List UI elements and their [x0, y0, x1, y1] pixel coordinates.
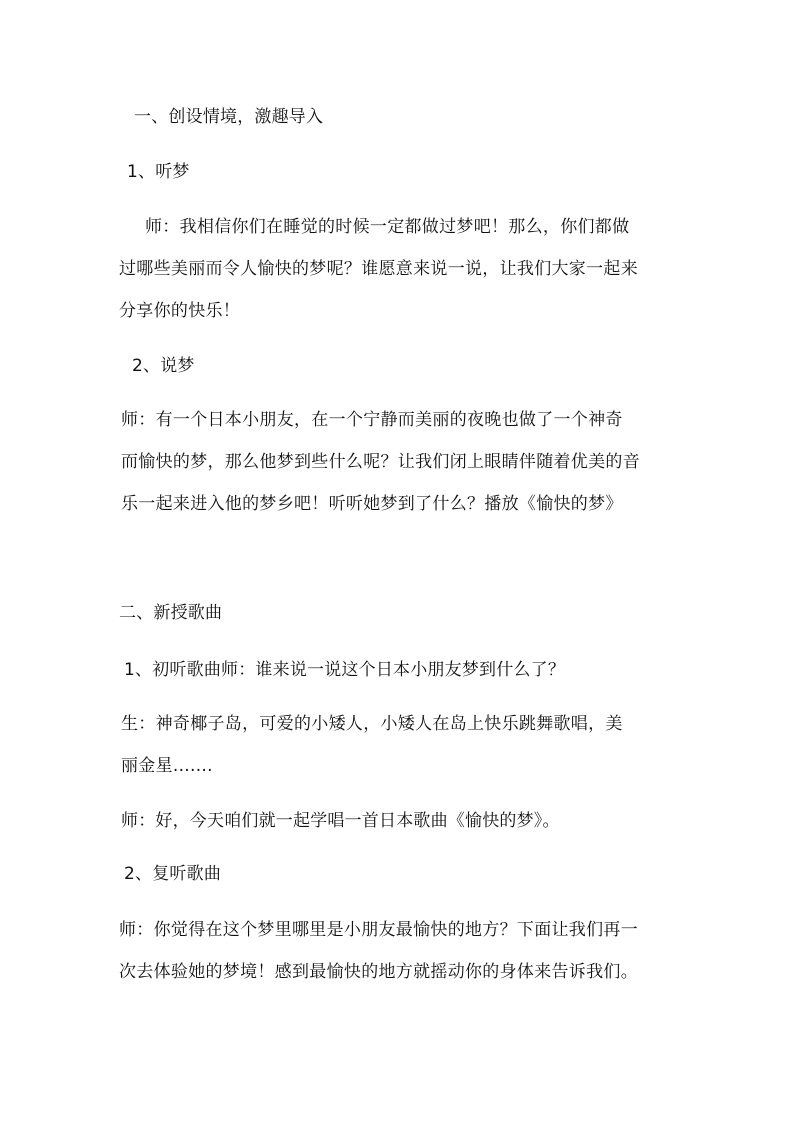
teacher-line: 师：好，今天咱们就一起学唱一首日本歌曲《愉快的梦》。	[121, 811, 560, 831]
paragraph-line: 师：你觉得在这个梦里哪里是小朋友最愉快的地方？下面让我们再一	[119, 920, 638, 940]
subsection-1-2-paragraph	[121, 399, 681, 525]
section-2-heading: 二、新授歌曲	[119, 603, 223, 623]
subsection-2-2-paragraph	[119, 909, 679, 993]
paragraph-line: 而愉快的梦，那么他梦到些什么呢？让我们闭上眼睛伴随着优美的音	[121, 452, 640, 472]
subsection-1-2-heading: 2、说梦	[132, 356, 195, 376]
paragraph-line: 生：神奇椰子岛，可爱的小矮人，小矮人在岛上快乐跳舞歌唱，美	[121, 714, 623, 734]
subsection-1-1-paragraph	[119, 206, 679, 332]
paragraph-line: 过哪些美丽而令人愉快的梦呢？谁愿意来说一说，让我们大家一起来	[119, 259, 638, 279]
section-1-heading: 一、创设情境，激趣导入	[134, 107, 324, 127]
paragraph-line: 丽金星.......	[121, 756, 213, 776]
subsection-1-1-heading: 1、听梦	[127, 162, 190, 182]
paragraph-line: 次去体验她的梦境！感到最愉快的地方就摇动你的身体来告诉我们。	[119, 962, 638, 982]
subsection-2-2-heading: 2、复听歌曲	[124, 864, 222, 884]
student-answer-paragraph	[121, 703, 681, 787]
subsection-2-1-heading: 1、初听歌曲师：谁来说一说这个日本小朋友梦到什么了？	[124, 660, 566, 680]
paragraph-line: 分享你的快乐！	[119, 301, 241, 321]
paragraph-line: 乐一起来进入他的梦乡吧！听听她梦到了什么？播放《愉快的梦》	[121, 494, 623, 514]
paragraph-line: 师：有一个日本小朋友，在一个宁静而美丽的夜晚也做了一个神奇	[121, 410, 623, 430]
paragraph-line: 师：我相信你们在睡觉的时候一定都做过梦吧！那么，你们都做	[145, 217, 630, 237]
